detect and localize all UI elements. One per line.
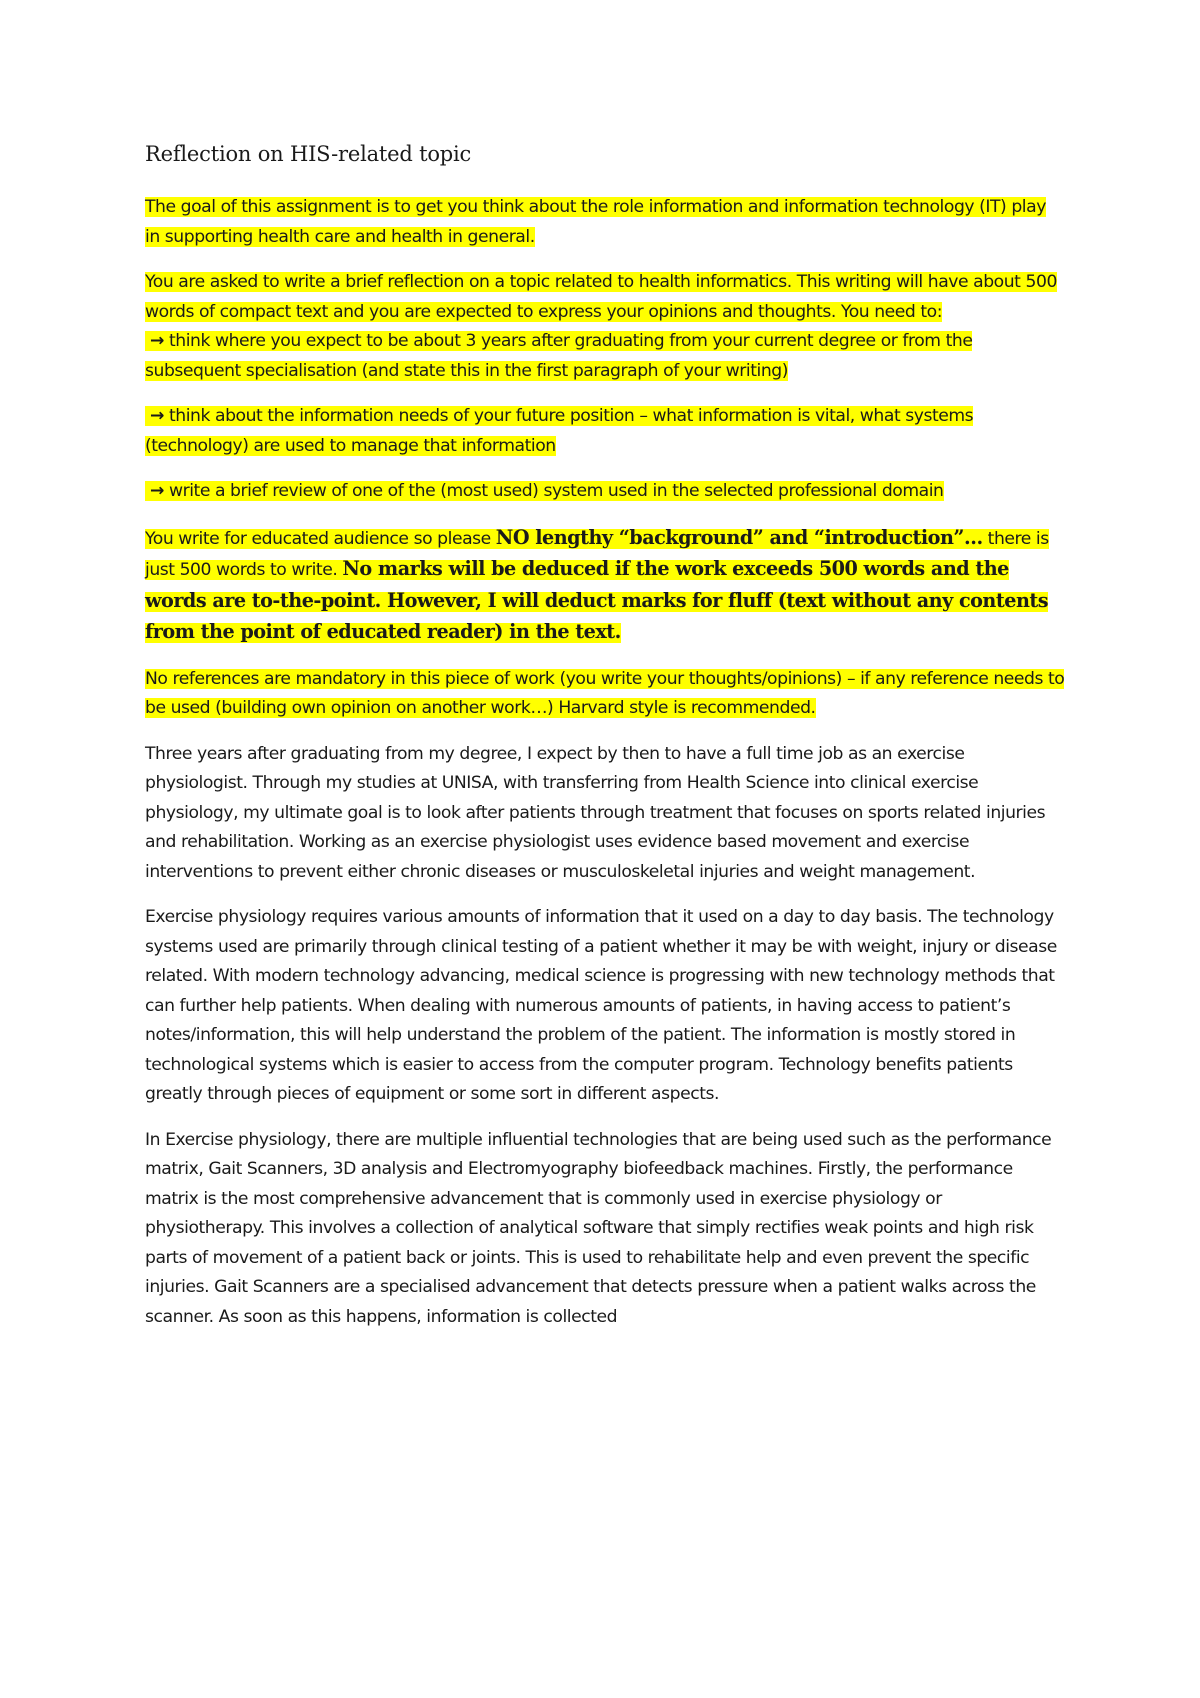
audience-highlight xyxy=(145,525,1049,644)
body-paragraph-1: Three years after graduating from my degree, I expect by then to have a full time job as an exercise physiologist. Through my studies at UNISA, with transferring from Health Science into clinical exercise physiology, my ultimate goal is to look after patients through treatment that focuses on sports related injuries and rehabilitation. Working as an exercise physiologist uses evidence based movement and exercise interventions to prevent either chronic diseases or musculoskeletal injuries and weight management. xyxy=(145,743,1046,882)
audience-text: You write for educated audience so please xyxy=(145,528,496,549)
bullet-highlight xyxy=(145,331,972,381)
bullet-item xyxy=(145,327,1065,386)
intro-text: The goal of this assignment is to get you think about the role information and information technology (IT) play in supporting health care and health in general. xyxy=(145,197,1046,247)
document-content xyxy=(145,140,1065,1348)
bullet-highlight xyxy=(145,481,944,501)
bullet-text: write a brief review of one of the (most used) system used in the selected professional domain xyxy=(168,481,944,501)
bullet-item xyxy=(145,402,1065,461)
references-paragraph xyxy=(145,665,1065,724)
body-paragraph-3: In Exercise physiology, there are multiple influential technologies that are being used such as the performance matrix, Gait Scanners, 3D analysis and Electromyography biofeedback machines. Firstly, the performance matrix is the most comprehensive advancement that is commonly used in exercise physiology or physiotherapy. This involves a collection of analytical software that simply rectifies weak points and high risk parts of movement of a patient back or joints. This is used to rehabilitate help and even prevent the specific injuries. Gait Scanners are a specialised advancement that detects pressure when a patient walks across the scanner. As soon as this happens, information is collected xyxy=(145,1129,1052,1327)
audience-text-2: there is just 500 words to write. xyxy=(145,528,1049,580)
bullet-text: think about the information needs of your future position – what information is vital, what systems (technology) are used to manage that information xyxy=(145,406,974,456)
arrow-icon: → xyxy=(150,331,164,351)
bullet-text: think where you expect to be about 3 years after graduating from your current degree or from the subsequent specialisation (and state this in the first paragraph of your writing) xyxy=(145,331,973,381)
body-paragraph-2: Exercise physiology requires various amounts of information that it used on a day to day basis. The technology systems used are primarily through clinical testing of a patient whether it may be with weight, injury or disease related. With modern technology advancing, medical science is progressing with new technology methods that can further help patients. When dealing with numerous amounts of patients, in having access to patient’s notes/information, this will help understand the problem of the patient. The information is mostly stored in technological systems which is easier to access from the computer program. Technology benefits patients greatly through pieces of equipment or some sort in different aspects. xyxy=(145,907,1057,1104)
intro-paragraph xyxy=(145,193,1065,252)
instructions-paragraph xyxy=(145,268,1065,327)
bullet-highlight xyxy=(145,406,973,456)
bullet-item xyxy=(145,477,1065,507)
audience-paragraph xyxy=(145,523,1065,649)
audience-emphasis: NO lengthy “background” and “introduction”… xyxy=(495,525,983,549)
marks-warning: No marks will be deduced if the work exceeds 500 words and the words are to-the-point. However, I will deduct marks for fluff (text without any contents from the point of educated reader) in the text. xyxy=(145,557,1049,643)
document-title: Reflection on HIS-related topic xyxy=(145,142,472,166)
arrow-icon: → xyxy=(150,481,164,501)
references-text: No references are mandatory in this piece of work (you write your thoughts/opinions) – if any reference needs to be used (building own opinion on another work…) Harvard style is recommended. xyxy=(145,668,1065,718)
instructions-text: You are asked to write a brief reflection on a topic related to health informatics. This writing will have about 500 words of compact text and you are expected to express your opinions and thoughts. You need to: xyxy=(145,272,1057,322)
arrow-icon: → xyxy=(150,406,164,426)
